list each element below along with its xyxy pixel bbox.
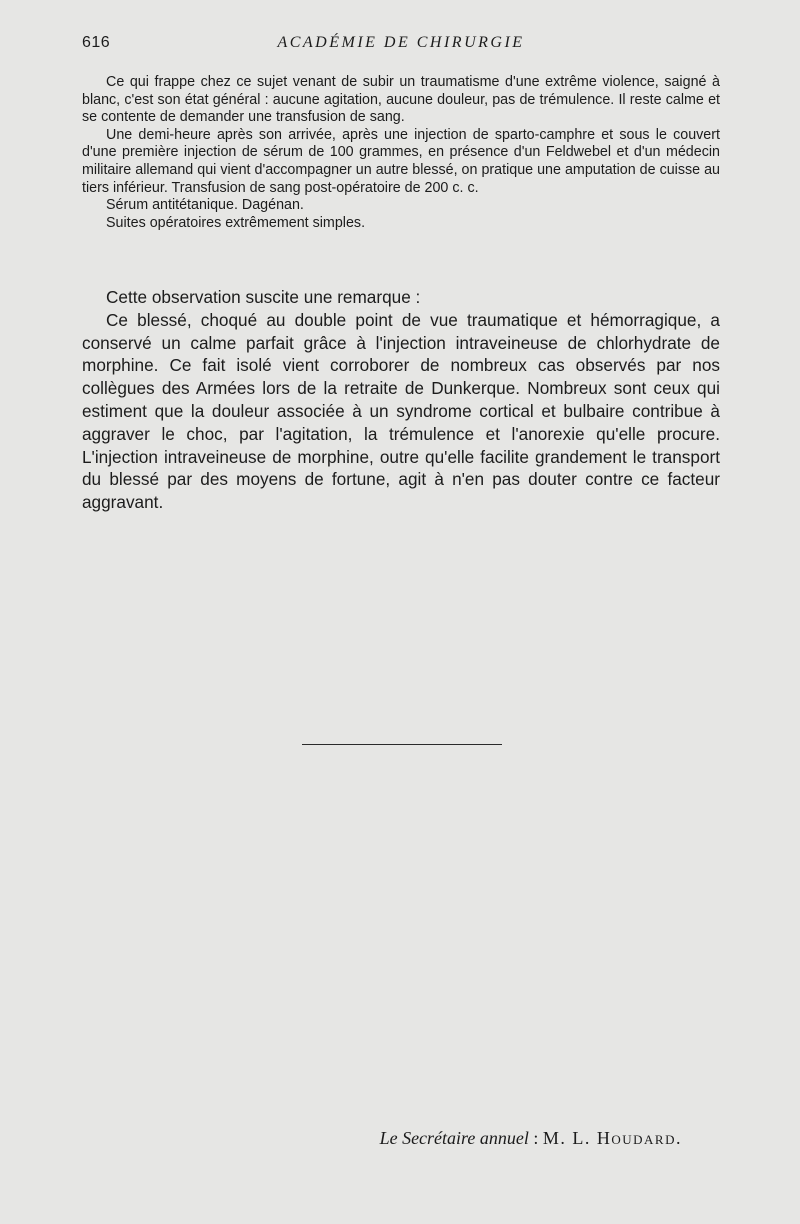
signature-surname-rest: oudard bbox=[611, 1128, 676, 1148]
signature-initials: M. L. bbox=[542, 1128, 597, 1148]
case-paragraph-outcome: Suites opératoires extrêmement simples. bbox=[106, 214, 366, 231]
section-separator bbox=[302, 744, 502, 745]
remark-body: Ce blessé, choqué au double point de vue traumatique et hémorragique, a conservé un calme parfait grâce à l'injection intraveineuse de chlorhydrate de morphine. Ce fait isolé vient corroborer de nombreux cas observés par nos collègues des Armées lors de la retraite de Dunkerque. Nombreux sont ceux qui estiment que la douleur associée à un syndrome cortical et bulbaire contribue à aggraver le choc, par l'agitation, la trémulence et l'anorexie qu'elle procure. L'injection intraveineuse de morphine, outre qu'elle facilite grandement le transport du blessé par des moyens de fortune, agit à n'en pas douter contre ce facteur aggravant. bbox=[82, 309, 720, 513]
case-paragraph-operation: Une demi-heure après son arrivée, après une injection de sparto-camphre et sous le couvert d'une première injection de sérum de 100 grammes, en présence d'un Feldwebel et d'un médecin militaire allemand qui vient d'accompagner un autre blessé, on pratique une amputation de cuisse au tiers inférieur. Transfusion de sang post-opératoire de 200 c. c. bbox=[82, 126, 720, 196]
case-paragraph-serum: Sérum antitétanique. Dagénan. bbox=[106, 197, 304, 214]
page-number: 616 bbox=[82, 34, 111, 51]
signature-surname-initial: H bbox=[596, 1128, 612, 1148]
remark-intro: Cette observation suscite une remarque : bbox=[106, 287, 421, 307]
remark-section bbox=[82, 286, 720, 514]
signature-role: Le Secrétaire annuel bbox=[379, 1128, 529, 1148]
signature-name bbox=[543, 1128, 682, 1148]
case-paragraph-general-state: Ce qui frappe chez ce sujet venant de subir un traumatisme d'une extrême violence, saigné à blanc, c'est son état général : aucune agitation, aucune douleur, pas de trémulence. Il reste calme et se contente de demander une transfusion de sang. bbox=[82, 74, 720, 126]
signature bbox=[380, 1128, 682, 1149]
signature-end: . bbox=[676, 1128, 682, 1148]
running-head bbox=[82, 34, 720, 56]
case-notes bbox=[82, 74, 720, 232]
journal-title: ACADÉMIE DE CHIRURGIE bbox=[277, 34, 525, 51]
signature-separator: : bbox=[528, 1128, 543, 1148]
